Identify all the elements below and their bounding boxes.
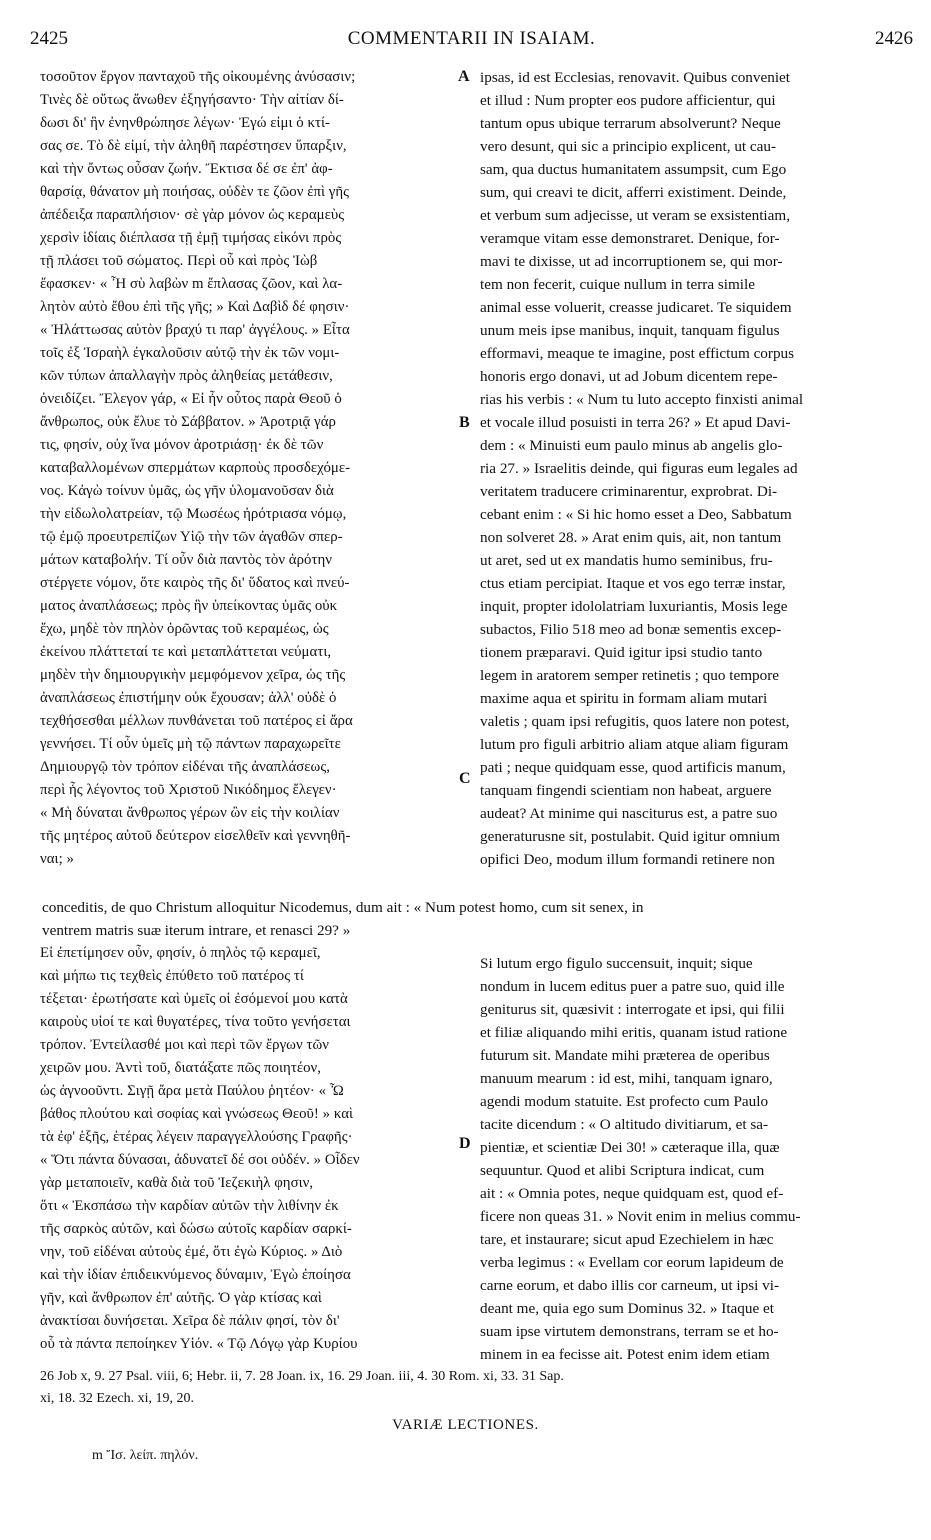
- greek-text-line: καιροὺς υἱοί τε καὶ θυγατέρες, τίνα τοῦτο γενήσεται: [40, 1014, 351, 1030]
- latin-text-line: sequuntur. Quod et alibi Scriptura indicat, cum: [480, 1162, 765, 1179]
- greek-text-line: βάθος πλούτου καὶ σοφίας καὶ γνώσεως Θεοῦ! » καὶ: [40, 1106, 354, 1122]
- latin-text-line: tare, et instaurare; sicut apud Ezechielem in hæc: [480, 1231, 774, 1248]
- latin-text-line: audeat? At minime qui nasciturus est, a patre suo: [480, 805, 778, 822]
- latin-text-line: manuum mearum : id est, mihi, tanquam ignaro,: [480, 1070, 773, 1087]
- greek-text-line: τέξεται· ἐρωτήσατε καὶ ὑμεῖς οἱ ἐσόμενοί μου κατὰ: [40, 991, 348, 1007]
- greek-text-line: τις, φησίν, οὐχ ἵνα μόνον ἀροτριάσῃ· ἐκ δὲ τῶν: [40, 437, 324, 453]
- latin-text-line: mavi te dixisse, ut ad incorruptionem se, qui mor-: [480, 253, 783, 270]
- greek-text-line: ὀνειδίζει. Ἔλεγον γάρ, « Εἰ ἦν οὗτος παρὰ Θεοῦ ὁ: [40, 391, 342, 407]
- greek-text-line: Δημιουργῷ τὸν τρόπον εἰδέναι τῆς ἀναπλάσεως,: [40, 759, 331, 775]
- latin-text-line: ut aret, sed ut ex mandatis humo seminibus, fru-: [480, 552, 773, 569]
- greek-text-line: « Ὅτι πάντα δύνασαι, ἀδυνατεῖ δέ σοι οὐδέν. » Οἶδεν: [40, 1152, 360, 1168]
- left-page-number: 2425: [30, 28, 68, 49]
- latin-text-line: maxime aqua et spiritu in formam aliam mutari: [480, 690, 768, 707]
- latin-text-line: Si lutum ergo figulo succensuit, inquit; sique: [480, 955, 753, 972]
- greek-text-line: τῷ ἐμῷ προευτρεπίζων Υἱῷ τὴν τῶν ἀγαθῶν σπερ-: [40, 529, 343, 545]
- greek-text-line: καὶ μήπω τις τεχθεὶς ἐπύθετο τοῦ πατέρος τί: [40, 968, 304, 984]
- margin-letter-d: D: [459, 1135, 471, 1152]
- latin-text-line: rias his verbis : « Num tu luto accepto finxisti animal: [480, 391, 804, 408]
- greek-text-line: λητὸν αὐτὸ ἔθου ἐπὶ τῆς γῆς; » Καὶ Δαβὶδ δέ φησιν·: [40, 299, 350, 315]
- latin-text-line: inquit, propter idololatriam luxuriantis, Mosis lege: [480, 598, 788, 615]
- margin-letter-c: C: [459, 770, 471, 787]
- latin-text-line: ctus etiam percipiat. Itaque et vos ego terræ instar,: [480, 575, 786, 592]
- full-width-lines: [42, 896, 911, 942]
- greek-text-line: καταβαλλομένων σπερμάτων καρποὺς προσδεχόμε-: [40, 460, 351, 476]
- full-width-text-line: conceditis, de quo Christum alloquitur Nicodemus, dum ait : « Num potest homo, cum sit senex, in: [42, 899, 644, 916]
- latin-text-line: efformavi, meaque te imagine, post effictum corpus: [480, 345, 795, 362]
- latin-text-line: futurum sit. Mandate mihi præterea de operibus: [480, 1047, 770, 1064]
- latin-text-line: vero desunt, qui sic a principio explicent, ut cau-: [480, 138, 777, 155]
- margin-letter-a: A: [458, 68, 470, 85]
- greek-text-line: κῶν τύπων ἀπαλλαγὴν πρὸς ἀληθείας μετάθεσιν,: [40, 368, 333, 384]
- greek-text-line: μηδὲν τὴν δημιουργικὴν μεμφόμενον χεῖρα, ὡς τῆς: [40, 667, 346, 683]
- greek-text-line: γεννήσει. Τί οὖν ὑμεῖς μὴ τῷ πάντων παραχωρεῖτε: [40, 736, 341, 752]
- latin-text-line: tanquam fingendi scientiam non habeat, arguere: [480, 782, 772, 799]
- latin-text-line: ria 27. » Israelitis deinde, qui figuras eum legales ad: [480, 460, 798, 477]
- greek-text-line: τὴν εἰδωλολατρείαν, τῷ Μωσέως ἠρότριασα νόμῳ,: [40, 506, 347, 522]
- latin-text-line: et vocale illud posuisti in terra 26? » Et apud Davi-: [480, 414, 791, 431]
- latin-text-line: sum, qui creavi te dicit, afferri existiment. Deinde,: [480, 184, 787, 201]
- latin-text-line: dem : « Minuisti eum paulo minus ab angelis glo-: [480, 437, 783, 454]
- latin-text-line: generaturusne sit, postulabit. Quid igitur omnium: [480, 828, 780, 845]
- latin-text-line: geniturus sit, quæsivit : interrogate et ipsi, qui filii: [480, 1001, 785, 1018]
- variae-lectiones-note: m Ἴσ. λείπ. πηλόν.: [92, 1448, 199, 1463]
- latin-text-line: ait : « Omnia potes, neque quidquam est, quod ef-: [480, 1185, 784, 1202]
- greek-text-line: χειρῶν μου. Ἀντὶ τοῦ, διατάξατε πῶς ποιητέον,: [40, 1060, 322, 1076]
- greek-text-line: τοσοῦτον ἔργον πανταχοῦ τῆς οἰκουμένης ἀνύσασιν;: [40, 69, 356, 85]
- greek-text-line: νην, τοῦ εἰδέναι αὐτοὺς ἐμέ, ὅτι ἐγὼ Κύριος. » Διὸ: [40, 1244, 343, 1260]
- latin-text-line: nondum in lucem editus puer a patre suo, quid ille: [480, 978, 785, 995]
- greek-text-line: χερσὶν ἰδίαις διέπλασα τῇ ἐμῇ τιμήσας εἰκόνι πρὸς: [40, 230, 342, 246]
- latin-text-line: sam, qua ductus humanitatem assumpsit, cum Ego: [480, 161, 787, 178]
- latin-column-bottom: [480, 952, 910, 1366]
- latin-text-line: tacite dicendum : « O altitudo divitiarum, et sa-: [480, 1116, 769, 1133]
- greek-column-bottom: [40, 942, 460, 1356]
- latin-text-line: et filiæ aliquando mihi eritis, quanam istud ratione: [480, 1024, 788, 1041]
- greek-text-line: γῆν, καὶ ἄνθρωπον ἐπ' αὐτῆς. Ὁ γὰρ κτίσας καὶ: [40, 1290, 322, 1306]
- greek-text-line: Εἰ ἐπετίμησεν οὖν, φησίν, ὁ πηλὸς τῷ κεραμεῖ,: [40, 945, 321, 961]
- margin-letter-b: B: [459, 414, 470, 431]
- latin-text-line: non solveret 28. » Arat enim quis, ait, non tantum: [480, 529, 782, 546]
- latin-text-line: animal esse voluerit, creasse judicaret. Te siquidem: [480, 299, 792, 316]
- greek-text-line: ἔχω, μηδὲ τὸν πηλὸν ὁρῶντας τοῦ κεραμέως, ὡς: [40, 621, 329, 637]
- footnote-line: 26 Job x, 9. 27 Psal. viii, 6; Hebr. ii, 7. 28 Joan. ix, 16. 29 Joan. iii, 4. 30 Rom. xi, 33. 31 Sap.: [40, 1369, 564, 1384]
- latin-text-line: veritatem traducere criminarentur, exprobrat. Di-: [480, 483, 778, 500]
- greek-text-line: καὶ τὴν ὄντως οὖσαν ζωήν. Ἔκτισα δέ σε ἐπ' ἀφ-: [40, 161, 333, 177]
- footnotes: [40, 1366, 911, 1410]
- latin-text-line: ipsas, id est Ecclesias, renovavit. Quibus conveniet: [480, 69, 791, 86]
- full-width-text-line: ventrem matris suæ iterum intrare, et renasci 29? »: [42, 922, 351, 939]
- running-header: [30, 28, 913, 58]
- latin-text-line: suam ipse virtutem demonstrans, terram se et ho-: [480, 1323, 779, 1340]
- greek-text-line: ἀπέδειξα παραπλήσιον· σὲ γὰρ μόνον ὡς κεραμεὺς: [40, 207, 345, 223]
- greek-text-line: τρόπον. Ἐντείλασθέ μοι καὶ περὶ τῶν ἔργων τῶν: [40, 1037, 329, 1053]
- latin-column-top: [480, 66, 910, 871]
- latin-text-line: pientiæ, et scientiæ Dei 30! » cæteraque illa, quæ: [480, 1139, 780, 1156]
- latin-text-line: deant me, quia ego sum Dominus 32. » Itaque et: [480, 1300, 774, 1317]
- latin-text-line: verba legimus : « Evellam cor eorum lapideum de: [480, 1254, 784, 1271]
- greek-text-line: δωσι δι' ἣν ἐνηνθρώπησε λέγων· Ἐγώ εἰμι ὁ κτί-: [40, 115, 331, 131]
- latin-text-line: et illud : Num propter eos pudore afficientur, qui: [480, 92, 776, 109]
- greek-text-line: ἐκείνου πλάττεταί τε καὶ μεταπλάττεται νεύματι,: [40, 644, 332, 660]
- latin-text-line: cebant enim : « Si hic homo esset a Deo, Sabbatum: [480, 506, 792, 523]
- greek-text-line: τῆς μητέρος αὐτοῦ δεύτερον εἰσελθεῖν καὶ γεννηθῆ-: [40, 828, 351, 844]
- greek-text-line: « Ἠλάττωσας αὐτὸν βραχύ τι παρ' ἀγγέλους. » Εἶτα: [40, 322, 350, 338]
- greek-text-line: στέργετε νόμον, ὅτε καιρὸς τῆς δι' ὕδατος καὶ πνεύ-: [40, 575, 350, 591]
- greek-text-line: οὗ τὰ πάντα πεποίηκεν Υἱόν. « Τῷ Λόγῳ γὰρ Κυρίου: [40, 1336, 358, 1352]
- greek-text-line: γὰρ μεταποιεῖν, καθὰ διὰ τοῦ Ἰεζεκιὴλ φησιν,: [40, 1175, 314, 1191]
- greek-text-line: ὡς ἀγνοοῦντι. Σιγῇ ἄρα μετὰ Παύλου ῥητέον· « Ὦ: [40, 1083, 344, 1099]
- latin-text-line: et verbum sum adjecisse, ut veram se exsistentiam,: [480, 207, 790, 224]
- greek-text-line: τεχθήσεσθαι μέλλων πυνθάνεται τοῦ πατέρος εἰ ἄρα: [40, 713, 353, 729]
- latin-text-line: legem in aratorem semper retinetis ; quo tempore: [480, 667, 780, 684]
- footnote-line: xi, 18. 32 Ezech. xi, 19, 20.: [40, 1391, 194, 1406]
- greek-text-line: ἔφασκεν· « Ἦ σὺ λαβὼν m ἔπλασας ζῶον, καὶ λα-: [40, 276, 343, 292]
- greek-text-line: νος. Κἀγὼ τοίνυν ὑμᾶς, ὡς γῆν ὑλομανοῦσαν διὰ: [40, 483, 334, 499]
- greek-text-line: τῇ πλάσει τοῦ σώματος. Περὶ οὗ καὶ πρὸς Ἰὼβ: [40, 253, 318, 269]
- latin-text-line: subactos, Filio 518 meo ad bonæ sementis excep-: [480, 621, 782, 638]
- latin-text-line: valetis ; quam ipsi refugitis, quos latere non potest,: [480, 713, 790, 730]
- greek-text-line: ἄνθρωπος, οὐκ ἔλυε τὸ Σάββατον. » Ἀροτριᾷ γάρ: [40, 414, 336, 430]
- latin-text-line: agendi modum statuite. Est profecto cum Paulo: [480, 1093, 769, 1110]
- greek-text-line: ναι; »: [40, 851, 74, 867]
- latin-text-line: honoris ergo donavi, ut ad Jobum dicentem repe-: [480, 368, 778, 385]
- latin-text-line: unum meis ipse manibus, inquit, tanquam figulus: [480, 322, 780, 339]
- running-title: COMMENTARII IN ISAIAM.: [347, 28, 596, 49]
- latin-text-line: tem non fecerit, cuique nullum in terra simile: [480, 276, 755, 293]
- greek-text-line: καὶ τὴν ἰδίαν ἐπιδεικνύμενος δύναμιν, Ἐγὼ ἐποίησα: [40, 1267, 351, 1283]
- latin-text-line: pati ; neque quidquam esse, quod artificis manum,: [480, 759, 786, 776]
- greek-text-line: σας σε. Τὸ δὲ εἰμί, τὴν ἀληθῆ παρέστησεν ὕπαρξιν,: [40, 138, 347, 154]
- greek-text-line: τοῖς ἐξ Ἰσραὴλ ἐγκαλοῦσιν αὐτῷ τὴν ἐκ τῶν νομι-: [40, 345, 340, 361]
- greek-text-line: ἀνακτίσαι δυνήσεται. Χεῖρα δὲ πάλιν φησί, τὸν δι': [40, 1313, 340, 1329]
- latin-text-line: tantum opus ubique terrarum absolverunt? Neque: [480, 115, 781, 132]
- greek-text-line: « Μὴ δύναται ἄνθρωπος γέρων ὢν εἰς τὴν κοιλίαν: [40, 805, 340, 821]
- greek-column-top: [40, 66, 455, 871]
- greek-text-line: μάτων καταβολήν. Τί οὖν διὰ παντὸς τὸν ἀρότην: [40, 552, 333, 568]
- latin-text-line: veramque vitam esse demonstraret. Denique, for-: [480, 230, 780, 247]
- greek-text-line: τὰ ἐφ' ἑξῆς, ἑτέρας λέγειν παραγγελλούσης Γραφῆς·: [40, 1129, 353, 1145]
- greek-text-line: ἀναπλάσεως ἐπιστήμην οὐκ ἔχουσαν; ἀλλ' οὐδὲ ὁ: [40, 690, 337, 706]
- greek-text-line: ὅτι « Ἐκσπάσω τὴν καρδίαν αὐτῶν τὴν λιθίνην ἐκ: [40, 1198, 339, 1214]
- latin-text-line: carne eorum, et dabo illis cor carneum, ut ipsi vi-: [480, 1277, 780, 1294]
- variae-lectiones-title: VARIÆ LECTIONES.: [392, 1417, 539, 1433]
- greek-text-line: ματος ἀναπλάσεως; πρὸς ἣν ὑπείκοντας ὑμᾶς οὐκ: [40, 598, 338, 614]
- greek-text-line: Τινὲς δὲ οὕτως ἄνωθεν ἐξηγήσαντο· Τὴν αἰτίαν δί-: [40, 92, 344, 108]
- greek-text-line: τῆς σαρκὸς αὐτῶν, καὶ δώσω αὐτοῖς καρδίαν σαρκί-: [40, 1221, 352, 1237]
- latin-text-line: opifici Deo, modum illum formandi retinere non: [480, 851, 775, 868]
- greek-text-line: θαρσίᾳ, θάνατον μὴ ποιήσας, οὐδὲν τε ζῶον ἐπὶ γῆς: [40, 184, 350, 200]
- latin-text-line: tionem præparavi. Quid igitur ipsi studio tanto: [480, 644, 763, 661]
- greek-text-line: περὶ ἧς λέγοντος τοῦ Χριστοῦ Νικόδημος ἔλεγεν·: [40, 782, 337, 798]
- latin-text-line: lutum pro figuli arbitrio aliam atque aliam figuram: [480, 736, 789, 753]
- right-page-number: 2426: [875, 28, 913, 49]
- latin-text-line: ficere non queas 31. » Novit enim in melius commu-: [480, 1208, 801, 1225]
- latin-text-line: minem in ea fecisse ait. Potest enim idem etiam: [480, 1346, 770, 1363]
